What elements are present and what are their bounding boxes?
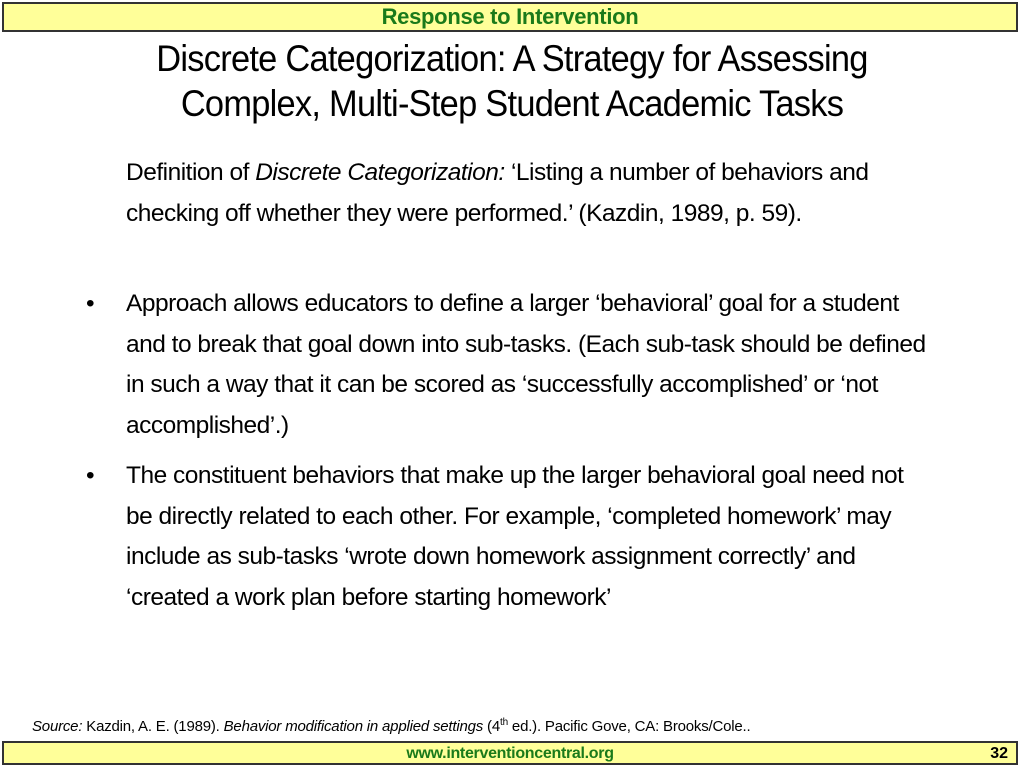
slide-title (73, 36, 951, 126)
header-bar (2, 2, 1018, 32)
source-publisher: ed.). Pacific Gove, CA: Brooks/Cole.. (507, 718, 751, 735)
footer-url-link[interactable]: www.interventioncentral.org (406, 745, 614, 762)
bullet-text: Approach allows educators to define a larger ‘behavioral’ goal for a student and to break that goal down into sub-tasks. (Each sub-task should be defined in such a way that it can be scored as ‘successfully accomplished’ or ‘not accomplished’.) (126, 290, 926, 439)
source-label: Source: (32, 718, 83, 735)
definition-quote: ‘Listing a number of behaviors and checking off whether they were performed.’ (Kazdin, 1989, p. 59). (126, 159, 869, 227)
definition-prefix: Definition of (126, 159, 256, 186)
definition-paragraph (126, 153, 906, 234)
bullet-marker: • (86, 290, 95, 317)
bullet-marker: • (86, 462, 95, 489)
source-book-title: Behavior modification in applied settings (223, 718, 484, 735)
slide-title-line-2: Complex, Multi-Step Student Academic Tasks (180, 83, 844, 124)
slide-title-line-1: Discrete Categorization: A Strategy for Assessing (156, 38, 868, 79)
source-edition: (4 (483, 718, 500, 735)
header-title: Response to Intervention (381, 4, 639, 29)
source-edition-suffix: th (500, 717, 508, 728)
source-citation (32, 718, 992, 735)
footer-bar (2, 741, 1018, 765)
page-number: 32 (990, 745, 1008, 762)
bullet-text: The constituent behaviors that make up the larger behavioral goal need not be directly related to each other. For example, ‘completed homework’ may include as sub-tasks ‘wrote down homework assignment correctly’ and ‘created a work plan before starting homework’ (126, 462, 904, 611)
source-authors: Kazdin, A. E. (1989). (82, 718, 224, 735)
definition-term: Discrete Categorization: (255, 159, 505, 186)
